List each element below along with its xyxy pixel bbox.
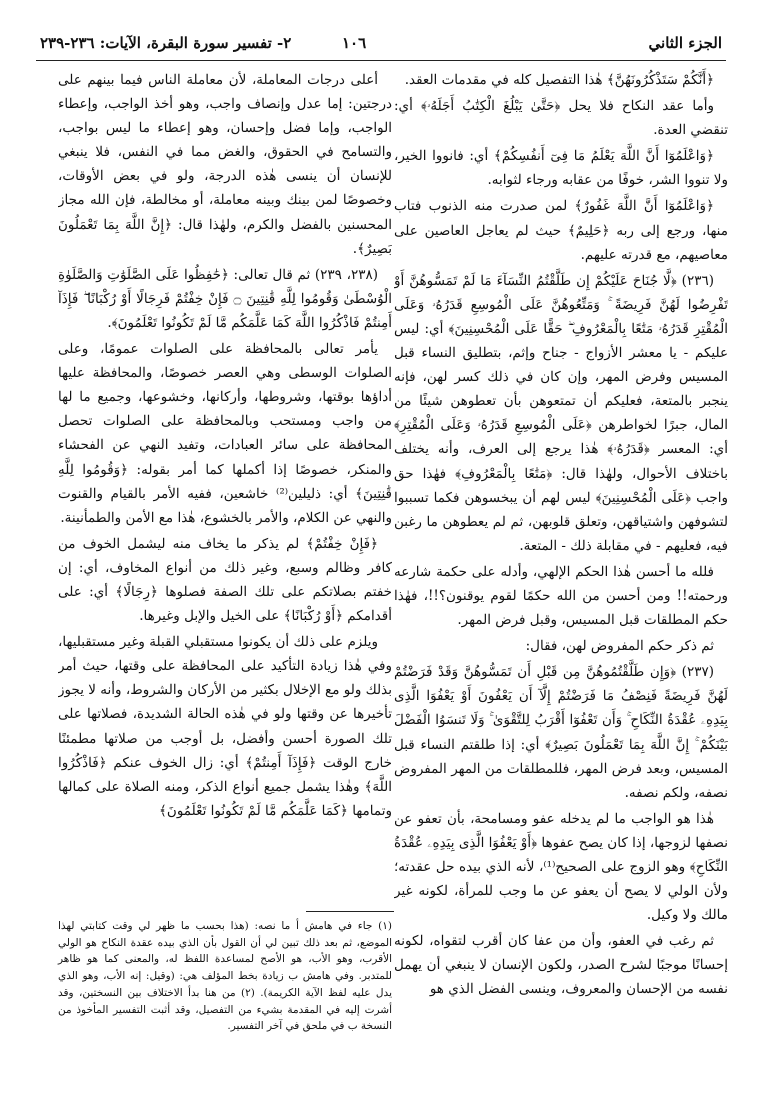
part-label: الجزء الثاني	[648, 34, 722, 52]
footnote: (١) جاء في هامش أ ما نصه: (هذا بحسب ما ظهر لي وقت كتابتي لهذا الموضع، ثم بعد ذلك تبين لي أن القول بأن الذي بيده عقدة النكاح هو الولي الأقرب، وهو الأب، هو الأصح لمساعدة اللفظ له، والمعنى كما هو ظاهر للمتدبر. وفي هامش ب زيادة بخط المؤلف هي: (وقيل: إنه الأب، وهو الذي يدل عليه لفظ الآية الكريمة). (٢) من هنا بدأ الاختلاف بين النسختين، وقد أشرت إليه في المقدمة بشيء من التفصيل، وقد أثبت التفسير المأخوذ من النسخة ب في ملحق في آخر التفسير.	[58, 920, 392, 1033]
right-column	[394, 68, 728, 1004]
paragraph: (٢٣٧) ﴿وَإِن طَلَّقْتُمُوهُنَّ مِن قَبْلِ أَن تَمَسُّوهُنَّ وَقَدْ فَرَضْتُمْ لَهُنَّ فَرِيضَةً فَنِصْفُ مَا فَرَضْتُمْ إِلَّآ أَن يَعْفُونَ أَوْ يَعْفُوَا الَّذِى بِيَدِهِۦ عُقْدَةُ النِّكَاحِ ۚ وَأَن تَعْفُوٓا أَقْرَبُ لِلتَّقْوَىٰ ۚ وَلَا تَنسَوُا الْفَضْلَ بَيْنَكُمْ ۚ إِنَّ اللَّهَ بِمَا تَعْمَلُونَ بَصِيرٌ﴾ أي: إذا طلقتم النساء قبل المسيس، وبعد فرض المهر، فللمطلقات من المهر المفروض نصفه، ولكم نصفه.	[394, 664, 728, 801]
footnote-divider	[306, 911, 394, 912]
paragraph: ثم رغب في العفو، وأن من عفا كان أقرب لتقواه، لكونه إحسانًا موجبًا لشرح الصدر، ولكون الإنسان لا ينبغي أن يهمل نفسه من الإحسان والمعروف، وينسى الفضل الذي هو	[394, 933, 728, 998]
paragraph: ﴿فَإِنْ خِفْتُمْ﴾ لم يذكر ما يخاف منه ليشمل الخوف من كافر وظالم وسبع، وغير ذلك من أنواع المخاوف، أي: إن خفتم بصلاتكم على تلك الصفة فصلوها ﴿رِجَالًا﴾ أي: على أقدامكم ﴿أَوْ رُكْبَانًا﴾ على الخيل والإبل وغيرها.	[58, 535, 392, 625]
paragraph: ويلزم على ذلك أن يكونوا مستقبلي القبلة وغير مستقبليها، وفي هٰذا زيادة التأكيد على المحافظة على وقتها، حيث أمر بذلك ولو مع الإخلال بكثير من الأركان والشروط، وأنه لا يجوز تأخيرها عن وقتها ولو في هٰذه الحالة الشديدة، فصلاتها على تلك الصورة أحسن وأفضل، بل أوجب من صلاتها مطمئنًا خارج الوقت ﴿فَإِذَآ أَمِنتُمْ﴾ أي: زال الخوف عنكم ﴿فَاذْكُرُوا اللَّهَ﴾ وهٰذا يشمل جميع أنواع الذكر، ومنه الصلاة على كمالها وتمامها ﴿كَمَا عَلَّمَكُم مَّا لَمْ تَكُونُوا تَعْلَمُونَ﴾	[58, 634, 392, 819]
paragraph: وأما عقد النكاح فلا يحل ﴿حَتَّىٰ يَبْلُغَ الْكِتَٰبُ أَجَلَهُۥ﴾ أي: تنقضي العدة.	[394, 98, 728, 139]
footnotes	[58, 918, 392, 1035]
paragraph: يأمر تعالى بالمحافظة على الصلوات عمومًا، وعلى الصلوات الوسطى وهي العصر خصوصًا، والمحافظة عليها أداؤها بوقتها، وشروطها، وأركانها، وخشوعها، وجميع ما لها من واجب ومستحب وبالمحافظة على الصلوات تحصل المحافظة على سائر العبادات، وتفيد النهي عن الفحشاء والمنكر، خصوصًا إذا أكملها كما أمر بقوله: ﴿وَقُومُوا لِلَّهِ قَٰنِتِينَ﴾ أي: ذليلين⁽²⁾ خاشعين، ففيه الأمر بالقيام والقنوت والنهي عن الكلام، والأمر بالخشوع، هٰذا مع الأمن والطمأنينة.	[58, 341, 392, 526]
left-column	[58, 68, 392, 873]
paragraph: ﴿وَاعْلَمُوٓا أَنَّ اللَّهَ غَفُورٌ﴾ لمن صدرت منه الذنوب فتاب منها، ورجع إلى ربه ﴿حَلِيمٌ﴾ حيث لم يعاجل العاصين على معاصيهم، مع قدرته عليهم.	[394, 198, 728, 263]
paragraph: (٢٣٨، ٢٣٩) ثم قال تعالى: ﴿حَٰفِظُوا عَلَى الصَّلَوَٰتِ وَالصَّلَوٰةِ الْوُسْطَىٰ وَقُومُوا لِلَّهِ قَٰنِتِينَ ۝ فَإِنْ خِفْتُمْ فَرِجَالًا أَوْ رُكْبَانًا ۖ فَإِذَآ أَمِنتُمْ فَاذْكُرُوا اللَّهَ كَمَا عَلَّمَكُم مَّا لَمْ تَكُونُوا تَعْلَمُونَ﴾.	[58, 266, 392, 331]
paragraph: هٰذا هو الواجب ما لم يدخله عفو ومسامحة، بأن تعفو عن نصفها لزوجها، إذا كان يصح عفوها ﴿أَوْ يَعْفُوَا الَّذِى بِيَدِهِۦ عُقْدَةُ النِّكَاحِ﴾ وهو الزوج على الصحيح⁽¹⁾، لأنه الذي بيده حل عقدته؛ ولأن الولي لا يصح أن يعفو عن ما وجب للمرأة، لكونه غير مالك ولا وكيل.	[394, 810, 728, 924]
paragraph: ﴿أَنَّكُمْ سَتَذْكُرُونَهُنَّ﴾ هٰذا التفصيل كله في مقدمات العقد.	[404, 72, 714, 88]
paragraph: (٢٣٦) ﴿لَّا جُنَاحَ عَلَيْكُمْ إِن طَلَّقْتُمُ النِّسَآءَ مَا لَمْ تَمَسُّوهُنَّ أَوْ تَفْرِضُوا لَهُنَّ فَرِيضَةً ۚ وَمَتِّعُوهُنَّ عَلَى الْمُوسِعِ قَدَرُهُۥ وَعَلَى الْمُقْتِرِ قَدَرُهُۥ مَتَٰعًا بِالْمَعْرُوفِ ۖ حَقًّا عَلَى الْمُحْسِنِينَ﴾ أي: ليس عليكم - يا معشر الأزواج - جناح وإثم، بتطليق النساء قبل المسيس وفرض المهر، وإن كان في ذلك كسر لهن، فإنه ينجبر بالمتعة، فعليكم أن تمتعوهن بأن تعطوهن شيئًا من المال، جبرًا لخواطرهن ﴿عَلَى الْمُوسِعِ قَدَرُهُۥ وَعَلَى الْمُقْتِرِ﴾ أي: المعسر ﴿قَدَرُهُۥ﴾ هٰذا يرجع إلى العرف، وأنه يختلف باختلاف الأحوال، ولهٰذا قال: ﴿مَتَٰعًا بِالْمَعْرُوفِ﴾ فهٰذا حق واجب ﴿عَلَى الْمُحْسِنِينَ﴾ ليس لهم أن يبخسوهن فكما تسببوا لتشوفهن واشتياقهن، وتعلق قلوبهن، ثم لم يعطوهن ما رغبن فيه، فعليهم - في مقابلة ذلك - المتعة.	[394, 272, 728, 554]
page-number: ١٠٦	[342, 34, 367, 52]
paragraph: أعلى درجات المعاملة، لأن معاملة الناس فيما بينهم على درجتين: إما عدل وإنصاف واجب، وهو أخذ الواجب، وإعطاء الواجب، وإما فضل وإحسان، وهو إعطاء ما ليس بواجب، والتسامح في الحقوق، والغض مما في النفس، فلا ينبغي للإنسان أن ينسى هٰذه الدرجة، ولو في بعض الأوقات، وخصوصًا لمن بينك وبينه معاملة، أو مخالطة، فإن الله مجاز المحسنين بالفضل والكرم، ولهٰذا قال: ﴿إِنَّ اللَّهَ بِمَا تَعْمَلُونَ بَصِيرٌ﴾.	[58, 72, 392, 257]
running-title: ٢- تفسير سورة البقرة، الآيات: ٢٣٦-٢٣٩	[40, 34, 292, 52]
paragraph: فلله ما أحسن هٰذا الحكم الإلهي، وأدله على حكمة شارعه ورحمته!! ومن أحسن من الله حكمًا لقوم يوقنون؟!!، فهٰذا حكم المطلقات قبل المسيس، وقبل فرض المهر.	[394, 563, 728, 629]
paragraph: ﴿وَاعْلَمُوٓا أَنَّ اللَّهَ يَعْلَمُ مَا فِىٓ أَنفُسِكُمْ﴾ أي: فانووا الخير، ولا تنووا الشر، خوفًا من عقابه ورجاء لثوابه.	[394, 148, 728, 189]
page-header	[36, 30, 726, 61]
paragraph: ثم ذكر حكم المفروض لهن، فقال:	[525, 638, 714, 655]
